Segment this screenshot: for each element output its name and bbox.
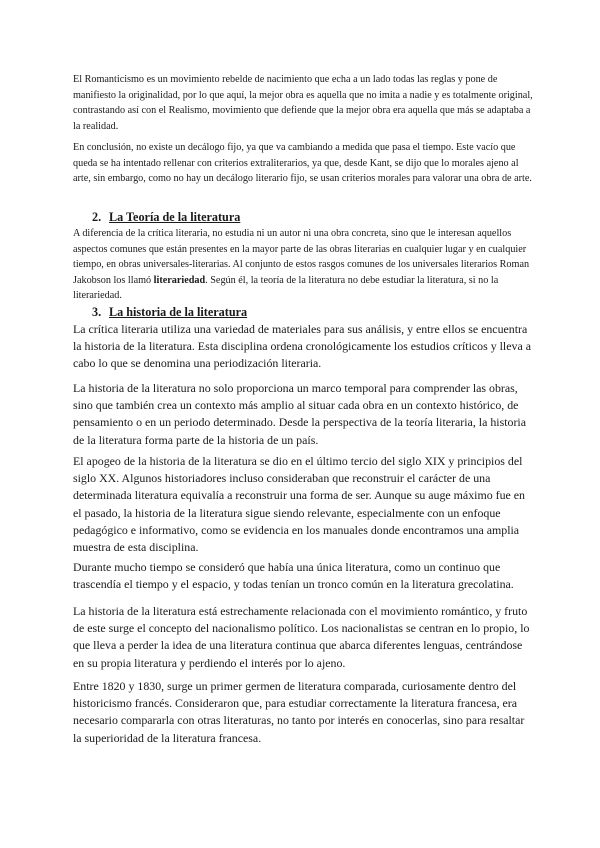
teoria-text-after: . Según él, la teoría de la literatura no debe estudiar la literatura, si no la literariedad. — [73, 274, 499, 302]
paragraph-historia-5: La historia de la literatura está estrechamente relacionada con el movimiento romántico, y fruto de este surge el concepto del nacionalismo político. Los nacionalistas se centran en lo propio, lo que lleva a perder la idea de una literatura continua que abarca diferentes lenguas, centrándose en su propia literatura y perdiendo el interés por lo ajeno. — [73, 604, 530, 670]
paragraph-historia-6: Entre 1820 y 1830, surge un primer germen de literatura comparada, curiosamente dentro del historicismo francés. Consideraron que, para estudiar correctamente la literatura francesa, era necesario compararla con otras literaturas, no tanto por interés en conocerlas, sino para resaltar la superioridad de la literatura francesa. — [73, 679, 525, 745]
paragraph-historia-4: Durante mucho tiempo se consideró que había una única literatura, como un continuo que trascendía el tiempo y el espacio, y todas tenían un tronco común en la literatura grecolatina. — [73, 560, 514, 592]
teoria-bold-term: literariedad — [153, 274, 206, 286]
paragraph-teoria — [73, 226, 535, 304]
section-3-title: La historia de la literatura — [109, 305, 248, 319]
paragraph-conclusion: En conclusión, no existe un decálogo fijo, ya que va cambiando a medida que pasa el tiempo. Este vacío que queda se ha intentado rellenar con criterios extraliterarios, ya que, desde Kant, se dijo que lo morales ajeno al arte, sin embargo, como no hay un decálogo literario fijo, se usan criterios morales para valorar una obra de arte. — [73, 142, 532, 185]
teoria-text-before: A diferencia de la crítica literaria, no estudia ni un autor ni una obra concreta, sino que le interesan aquellos aspectos comunes que están presentes en la mayor parte de las obras literarias en cualquier lugar y en cualquier tiempo, en obras universales-literarias. Al conjunto de estos rasgos comunes de los universales literarios Roman Jakobson los llamó — [73, 228, 530, 286]
section-3-heading — [92, 304, 247, 320]
paragraph-historia-1: La crítica literaria utiliza una variedad de materiales para sus análisis, y entre ellos se encuentra la historia de la literatura. Esta disciplina ordena cronológicamente los estudios críticos y lleva a cabo lo que se denomina una periodización literaria. — [73, 322, 531, 371]
paragraph-historia-3: El apogeo de la historia de la literatura se dio en el último tercio del siglo XIX y principios del siglo XX. Algunos historiadores incluso consideraban que reconstruir el carácter de una determinada literatura equivalía a reconstruir una forma de ser. Aunque su auge máximo fue en el pasado, la historia de la literatura sigue siendo relevante, especialmente con un enfoque pedagógico e informativo, como se evidencia en los manuales donde encontramos una amplia muestra de esta disciplina. — [73, 454, 525, 555]
section-2-heading — [92, 209, 240, 225]
section-2-title: La Teoría de la literatura — [109, 210, 241, 224]
paragraph-romanticismo: El Romanticismo es un movimiento rebelde de nacimiento que echa a un lado todas las reglas y pone de manifiesto la originalidad, por lo que aquí, la mejor obra es aquella que no imita a nadie y es totalmente original, contrastando así con el Realismo, movimiento que defiende que la mejor obra era aquella que más se adaptaba a la realidad. — [73, 74, 533, 132]
section-2-number: 2. — [92, 210, 102, 224]
section-3-number: 3. — [92, 305, 102, 319]
paragraph-historia-2: La historia de la literatura no solo proporciona un marco temporal para comprender las obras, sino que también crea un contexto más amplio al situar cada obra en un contexto histórico, de pensamiento o en un periodo determinado. Desde la perspectiva de la teoría literaria, la historia de la literatura forma parte de la historia de un país. — [73, 381, 526, 447]
